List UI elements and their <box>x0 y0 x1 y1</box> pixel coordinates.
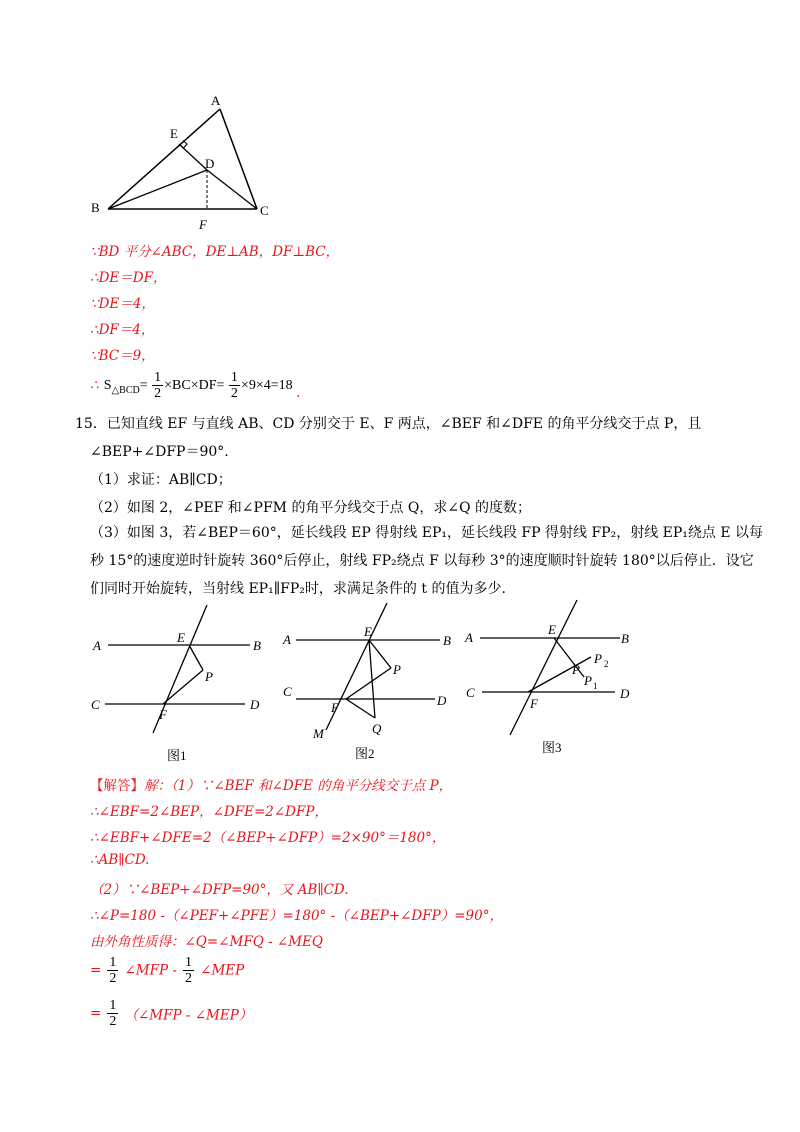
label-a: A <box>211 93 221 108</box>
fig2-label-q: Q <box>372 721 382 736</box>
answer-line-3: ∴∠EBF+∠DFE=2（∠BEP+∠DFP）=2×90°＝180°， <box>90 830 446 846</box>
figure-1 <box>85 600 275 765</box>
answer-line-7: 由外角性质得：∠Q=∠MFQ - ∠MEQ <box>90 934 323 950</box>
answer-text-1: 解：（1）∵∠BEF 和∠DFE 的角平分线交于点 P， <box>144 778 453 794</box>
frac-den: 2 <box>154 386 162 401</box>
fig3-label-a: A <box>465 630 473 645</box>
question-3-line-1: （3）如图 3，若∠BEP＝60°，延长线段 EP 得射线 EP₁，延长线段 FP 得射线 FP₂，射线 EP₁绕点 E 以每 <box>90 525 764 541</box>
line8-post: ∠MEP <box>200 962 245 979</box>
line8-mid: ∠MFP - <box>124 962 177 979</box>
fig2-label-a: A <box>283 632 291 647</box>
fig3-label-c: C <box>466 685 475 700</box>
fig1-label-a: A <box>93 638 101 653</box>
answer-tag: 【解答】 <box>90 778 144 794</box>
line8-frac1-den: 2 <box>109 971 117 986</box>
fig1-label-f: F <box>159 707 167 722</box>
fig3-label-f: F <box>530 696 538 711</box>
problem-text-1: 已知直线 EF 与直线 AB、CD 分别交于 E、F 两点，∠BEF 和∠DFE 的角平分线交于点 P，且 <box>106 416 702 432</box>
line9-eq: = <box>90 1005 102 1022</box>
problem-number: 15． <box>75 416 107 432</box>
line9-frac-den: 2 <box>109 1014 117 1029</box>
fig2-label-b: B <box>443 633 451 648</box>
figure-triangle-abc <box>80 88 300 238</box>
fig2-label-c: C <box>283 684 292 699</box>
formula-tail: ×9×4=18 <box>240 377 293 393</box>
answer-line-4: ∴AB∥CD. <box>90 852 150 868</box>
problem-line-1 <box>75 413 701 433</box>
solution-line-1: ∵BD 平分∠ABC，DE⊥AB，DF⊥BC， <box>90 244 340 260</box>
frac-den-2: 2 <box>230 386 238 401</box>
label-b: B <box>91 200 100 215</box>
answer-line-9 <box>90 998 252 1029</box>
fig1-label-d: D <box>250 697 260 712</box>
line8-frac2-num: 1 <box>185 955 193 970</box>
question-3-line-3: 们同时开始旋转，当射线 EP₁∥FP₂时，求满足条件的 t 的值为多少. <box>90 581 506 597</box>
label-e: E <box>170 126 178 141</box>
answer-line-2: ∴∠EBF=2∠BEP，∠DFE=2∠DFP， <box>90 804 328 820</box>
formula-mid: ×BC×DF= <box>164 377 225 393</box>
line8-frac1-num: 1 <box>109 955 117 970</box>
answer-line-1 <box>90 774 452 794</box>
fig1-label-p: P <box>205 669 213 684</box>
solution-line-2: ∴DE＝DF， <box>90 270 167 286</box>
question-3-line-2: 秒 15°的速度逆时针旋转 360°后停止，射线 FP₂绕点 F 以每秒 3°的速度顺时针旋转 180°以后停止．设它 <box>90 553 754 569</box>
s-subscript: △BCD <box>111 384 140 396</box>
fig3-label-e: E <box>548 622 556 637</box>
figure-2 <box>280 600 460 765</box>
fig3-label-p2: P $_2$ <box>594 651 609 669</box>
frac-num-2: 1 <box>230 370 238 385</box>
fig1-label-c: C <box>91 697 100 712</box>
fig1-label-b: B <box>253 638 261 653</box>
fig3-label-d: D <box>620 686 630 701</box>
figure-3 <box>460 595 650 765</box>
fig3-caption: 图3 <box>542 740 562 755</box>
trailing-dot: . <box>296 385 301 401</box>
line8-eq: = <box>90 962 102 979</box>
line9-post: （∠MFP - ∠MEP） <box>124 1007 253 1024</box>
problem-line-2: ∠BEP+∠DFP＝90°. <box>90 444 229 460</box>
question-1: （1）求证：AB∥CD； <box>90 472 232 488</box>
fig1-label-e: E <box>177 630 185 645</box>
fig3-label-p: P <box>572 662 580 677</box>
solution-line-4: ∴DF＝4， <box>90 322 155 338</box>
fig3-label-p1: $P_1$ <box>584 673 598 691</box>
label-f: F <box>199 217 207 232</box>
s-label: S <box>103 377 112 393</box>
fig2-label-m: M <box>313 726 324 741</box>
fig2-label-e: E <box>364 624 372 639</box>
answer-line-5: （2）∵∠BEP+∠DFP=90°，又 AB∥CD. <box>90 882 349 898</box>
solution-line-3: ∵DE＝4， <box>90 296 155 312</box>
label-c: C <box>260 203 269 218</box>
answer-line-6: ∴∠P=180 -（∠PEF+∠PFE）=180° -（∠BEP+∠DFP）=90°， <box>90 908 503 924</box>
therefore-symbol: ∴ <box>90 377 99 394</box>
fig2-caption: 图2 <box>355 746 375 761</box>
solution-line-5: ∵BC＝9， <box>90 348 155 364</box>
line8-frac2-den: 2 <box>185 971 193 986</box>
equals: = <box>139 377 148 393</box>
fig2-label-f: F <box>331 700 339 715</box>
fig3-label-b: B <box>621 631 629 646</box>
question-2: （2）如图 2，∠PEF 和∠PFM 的角平分线交于点 Q，求∠Q 的度数； <box>90 500 532 516</box>
answer-line-8 <box>90 955 244 986</box>
fig2-label-p: P <box>393 662 401 677</box>
label-d: D <box>205 156 215 171</box>
fig1-caption: 图1 <box>167 748 187 763</box>
frac-num: 1 <box>154 370 162 385</box>
area-formula <box>90 370 300 401</box>
line9-frac-num: 1 <box>109 998 117 1013</box>
fig2-label-d: D <box>437 693 447 708</box>
